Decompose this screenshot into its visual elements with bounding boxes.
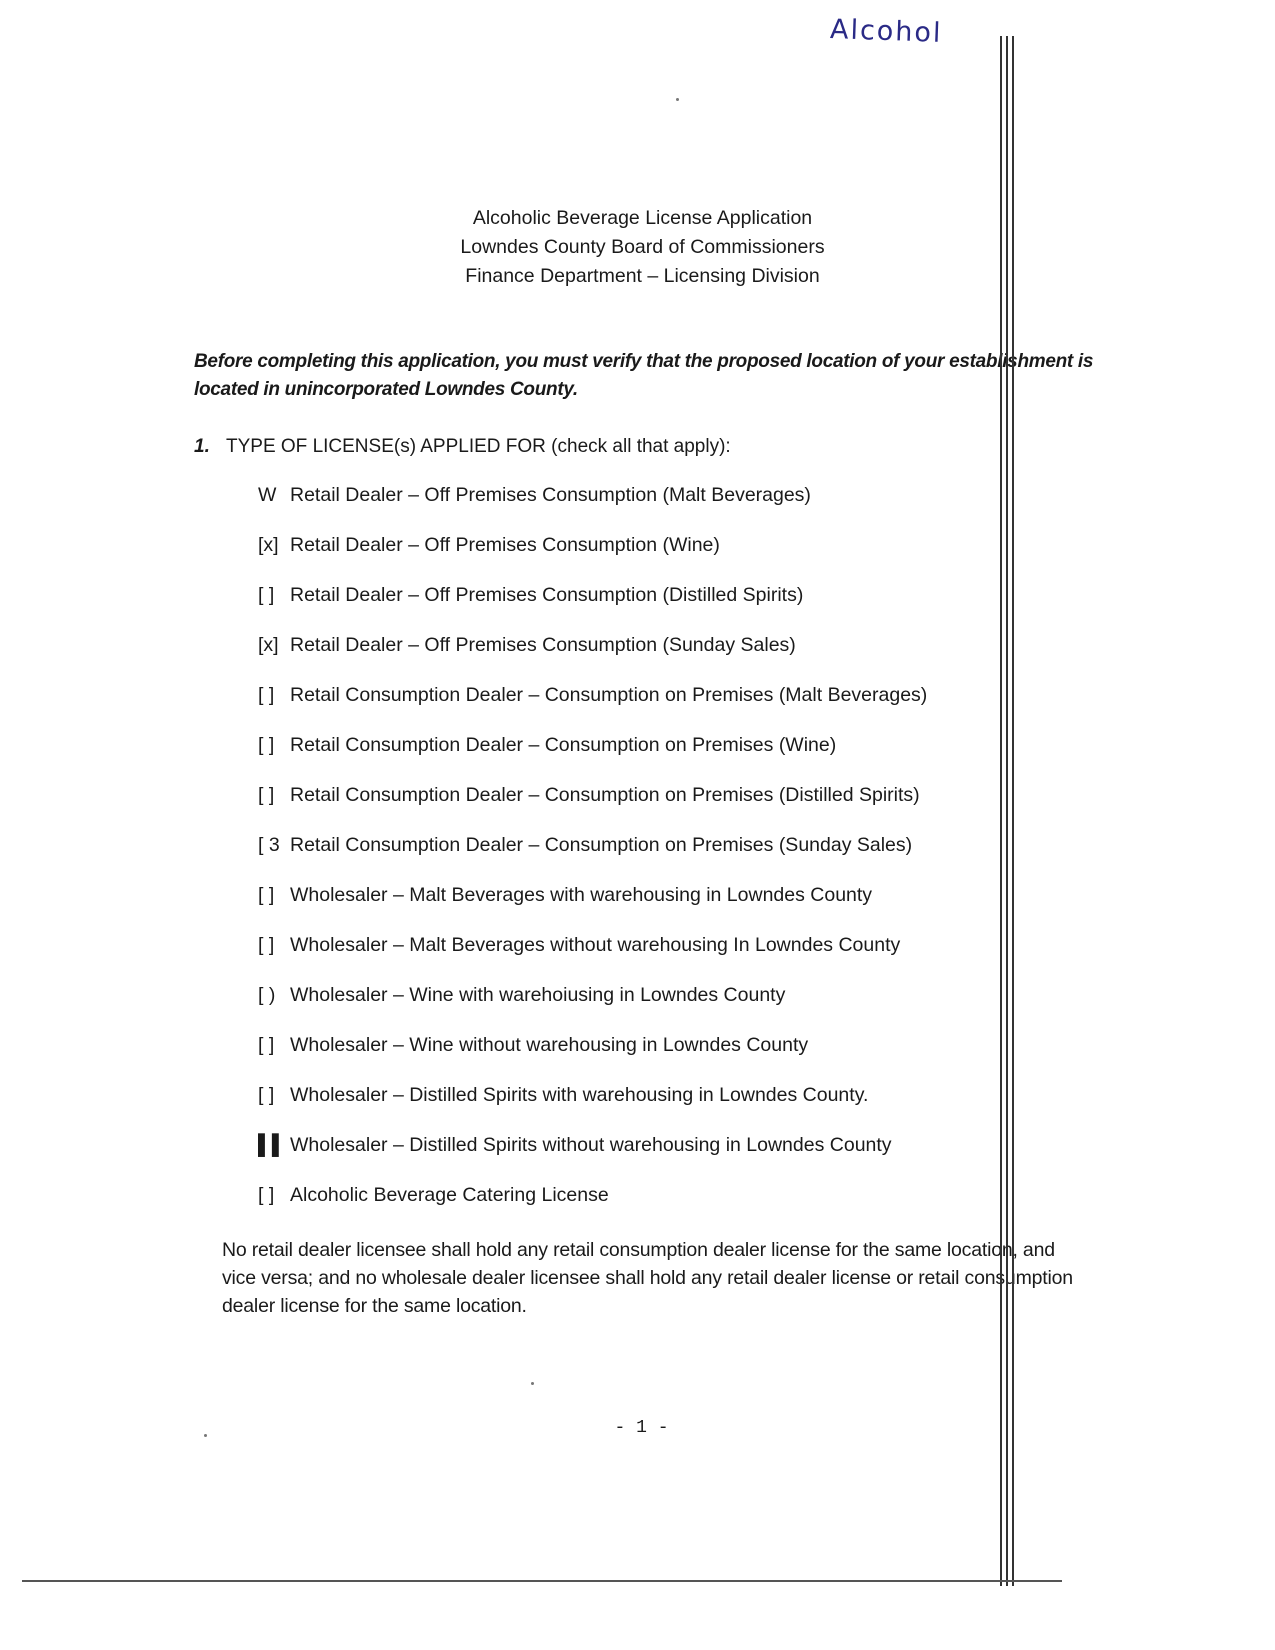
option-label: Retail Dealer – Off Premises Consumption (Malt Beverages) bbox=[290, 484, 811, 506]
checkbox-mark[interactable]: [ ] bbox=[258, 584, 275, 606]
option-label: Retail Consumption Dealer – Consumption on Premises (Distilled Spirits) bbox=[290, 784, 920, 806]
checkbox-mark[interactable]: [ ] bbox=[258, 934, 275, 956]
license-option[interactable] bbox=[258, 484, 927, 534]
checkbox-mark[interactable]: [ ] bbox=[258, 1034, 275, 1056]
checkbox-mark[interactable]: ▌▌ bbox=[258, 1134, 286, 1156]
section-number: 1. bbox=[194, 436, 210, 457]
license-option[interactable] bbox=[258, 634, 927, 684]
license-option[interactable] bbox=[258, 884, 927, 934]
license-option[interactable] bbox=[258, 734, 927, 784]
scan-speck bbox=[531, 1382, 534, 1385]
checkbox-mark[interactable]: [ ] bbox=[258, 684, 275, 706]
issuing-department: Finance Department – Licensing Division bbox=[465, 265, 820, 287]
license-option[interactable] bbox=[258, 1034, 927, 1084]
section-title: TYPE OF LICENSE(s) APPLIED FOR (check all that apply): bbox=[226, 436, 731, 457]
option-label: Wholesaler – Wine with warehoiusing in Lowndes County bbox=[290, 984, 786, 1006]
license-option[interactable] bbox=[258, 1184, 927, 1234]
option-label: Retail Consumption Dealer – Consumption on Premises (Malt Beverages) bbox=[290, 684, 928, 706]
issuing-board: Lowndes County Board of Commissioners bbox=[460, 236, 825, 258]
license-option[interactable] bbox=[258, 934, 927, 984]
scan-speck bbox=[676, 98, 679, 101]
option-label: Retail Consumption Dealer – Consumption on Premises (Sunday Sales) bbox=[290, 834, 913, 856]
scan-artifact-bottom-rule bbox=[22, 1580, 1062, 1582]
option-label: Wholesaler – Distilled Spirits without warehousing in Lowndes County bbox=[290, 1134, 892, 1156]
handwritten-annotation: Alcohol bbox=[829, 14, 943, 49]
option-label: Retail Dealer – Off Premises Consumption (Sunday Sales) bbox=[290, 634, 796, 656]
checkbox-mark[interactable]: [ ] bbox=[258, 734, 275, 756]
form-title: Alcoholic Beverage License Application bbox=[472, 207, 813, 229]
scan-artifact-line bbox=[1006, 36, 1008, 1586]
checkbox-mark[interactable]: W bbox=[258, 484, 277, 506]
option-label: Wholesaler – Malt Beverages with warehousing in Lowndes County bbox=[290, 884, 873, 906]
location-notice: Before completing this application, you must verify that the proposed location of your establishment is located in unincorporated Lowndes County. bbox=[194, 351, 1094, 400]
checkbox-mark[interactable]: [x] bbox=[258, 534, 279, 556]
option-label: Wholesaler – Distilled Spirits with warehousing in Lowndes County. bbox=[290, 1084, 869, 1106]
option-label: Retail Consumption Dealer – Consumption on Premises (Wine) bbox=[290, 734, 837, 756]
section-1-heading bbox=[194, 436, 731, 458]
license-option[interactable] bbox=[258, 584, 927, 634]
checkbox-mark[interactable]: [x] bbox=[258, 634, 279, 656]
checkbox-mark[interactable]: [ ] bbox=[258, 884, 275, 906]
scan-artifact-line bbox=[1000, 36, 1002, 1586]
checkbox-mark[interactable]: [ 3 bbox=[258, 834, 280, 856]
checkbox-mark[interactable]: [ ] bbox=[258, 1184, 275, 1206]
scan-artifact-line bbox=[1012, 36, 1014, 1586]
option-label: Wholesaler – Wine without warehousing in Lowndes County bbox=[290, 1034, 809, 1056]
option-label: Wholesaler – Malt Beverages without warehousing In Lowndes County bbox=[290, 934, 901, 956]
page-number: - 1 - bbox=[614, 1418, 669, 1438]
checkbox-mark[interactable]: [ ] bbox=[258, 784, 275, 806]
license-type-list bbox=[258, 484, 927, 1234]
license-option[interactable] bbox=[258, 534, 927, 584]
license-option[interactable] bbox=[258, 984, 927, 1034]
checkbox-mark[interactable]: [ ] bbox=[258, 1084, 275, 1106]
restriction-paragraph: No retail dealer licensee shall hold any retail consumption dealer license for the same location, and vice versa; and no wholesale dealer licensee shall hold any retail dealer license or retail consumption dealer license for the same location. bbox=[222, 1239, 1073, 1317]
license-option[interactable] bbox=[258, 834, 927, 884]
option-label: Alcoholic Beverage Catering License bbox=[290, 1184, 609, 1206]
option-label: Retail Dealer – Off Premises Consumption (Distilled Spirits) bbox=[290, 584, 804, 606]
license-option[interactable] bbox=[258, 1084, 927, 1134]
document-header bbox=[0, 204, 1275, 291]
license-option[interactable] bbox=[258, 784, 927, 834]
scan-speck bbox=[204, 1434, 207, 1437]
checkbox-mark[interactable]: [ ) bbox=[258, 984, 276, 1006]
option-label: Retail Dealer – Off Premises Consumption (Wine) bbox=[290, 534, 720, 556]
license-option[interactable] bbox=[258, 1134, 927, 1184]
license-option[interactable] bbox=[258, 684, 927, 734]
